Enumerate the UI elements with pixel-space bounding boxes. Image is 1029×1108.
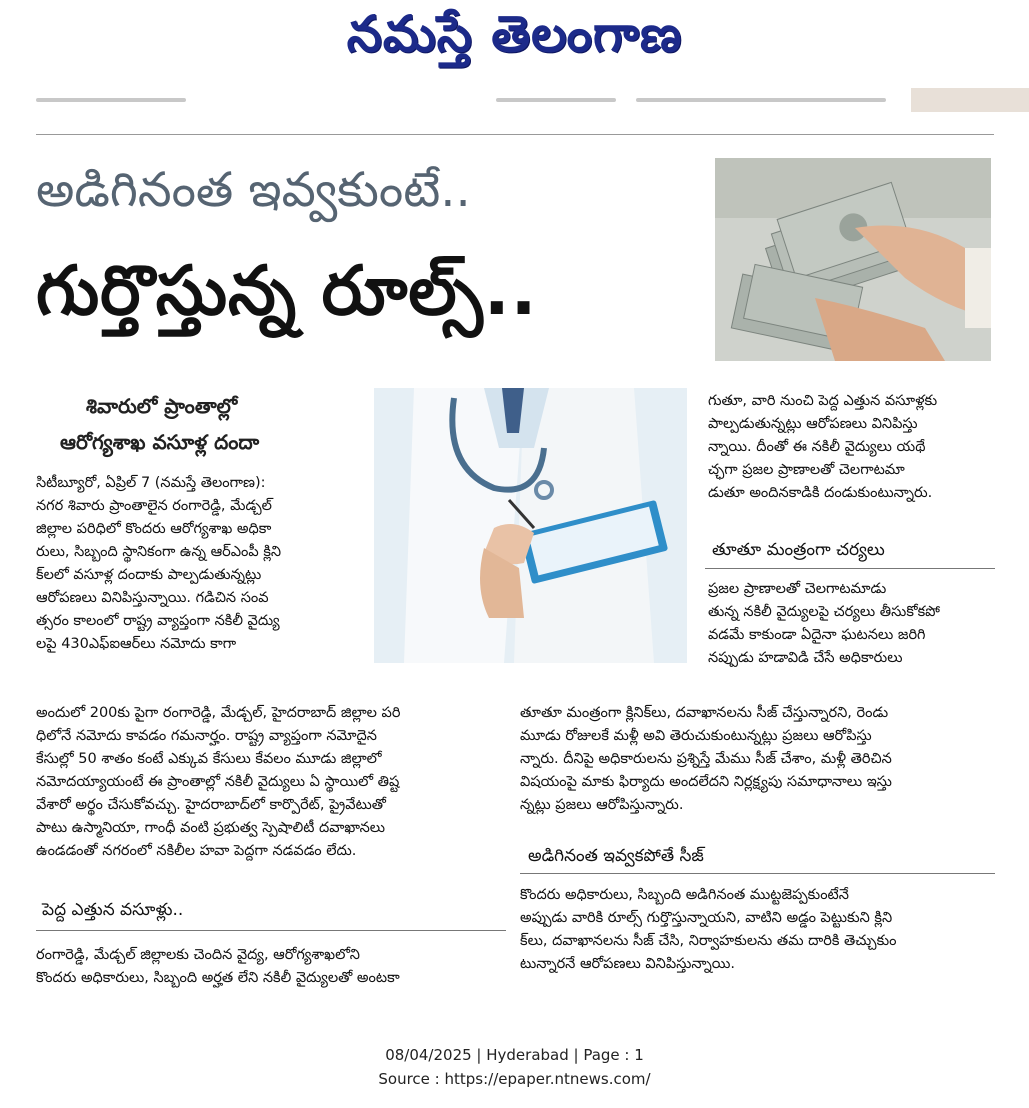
article-line: విషయంపై మాకు ఫిర్యాదు అందలేదని నిర్లక్ష్యపు సమాధానాలు ఇస్తు [520, 774, 892, 790]
doctor-photo [374, 388, 687, 663]
article-line: రంగారెడ్డి, మేడ్చల్ జిల్లాలకు చెందిన వైద్య, ఆరోగ్యశాఖలోని [36, 947, 360, 963]
article-line: న్నాయి. దీంతో ఈ నకిలీ వైద్యులు యథే [708, 439, 926, 455]
article-line: నగర శివారు ప్రాంతాలైన రంగారెడ్డి, మేడ్చల్ [36, 498, 272, 514]
article-line: క్‌లు, దవాఖానలను సీజ్ చేసి, నిర్వాహకులను తమ దారికి తెచ్చుకుం [520, 933, 897, 949]
article-line: జిల్లాల పరిధిలో కొందరు ఆరోగ్యశాఖ అధికా [36, 521, 272, 537]
article-line: లపై 430ఎఫ్ఐఆర్‌లు నమోదు కాగా [36, 636, 237, 652]
article-line: వేశారో అర్థం చేసుకోవచ్చు. హైదరాబాద్‌లో కార్పొరేట్, ప్రైవేటుతో [36, 797, 386, 813]
article-line: వడమే కాకుండా ఏదైనా ఘటనలు జరిగి [708, 627, 926, 643]
strip-thumbnail [911, 88, 1029, 112]
section-title-3: అడిగినంత ఇవ్వకపోతే సీజ్ [528, 846, 704, 866]
strip-smudge [496, 98, 616, 102]
strip-smudge [636, 98, 886, 102]
article-line: ఆరోపణలు వినిపిస్తున్నాయి. గడిచిన సంవ [36, 590, 269, 606]
article-line: అందులో 200కు పైగా రంగారెడ్డి, మేడ్చల్, హైదరాబాద్ జిల్లాల పరి [36, 705, 401, 721]
article-line: పాటు ఉస్మానియా, గాంధీ వంటి ప్రభుత్వ స్పెషాలిటీ దవాఖానలు [36, 820, 386, 836]
article-line: న్నారు. దీనిపై అధికారులను ప్రశ్నిస్తే మేము సీజ్ చేశాం, మళ్లీ తెరిచిన [520, 751, 892, 767]
section-title-1: పెద్ద ఎత్తున వసూళ్లు.. [42, 900, 184, 920]
footer-date-line: 08/04/2025 | Hyderabad | Page : 1 [385, 1046, 644, 1064]
article-line: గుతూ, వారి నుంచి పెద్ద ఎత్తున వసూళ్లకు [708, 393, 938, 409]
strip-smudge [36, 98, 186, 102]
article-line: క్‌లలో వసూళ్ల దందాకు పాల్పడుతున్నట్లు [36, 567, 262, 583]
article-line: సిటీబ్యూరో, ఏప్రిల్ 7 (నమస్తే తెలంగాణ): [36, 475, 266, 491]
footer-source-line: Source : https://epaper.ntnews.com/ [378, 1070, 651, 1088]
article-line: త్సరం కాలంలో రాష్ట్ర వ్యాప్తంగా నకిలీ వైద్యు [36, 613, 280, 629]
article-line: కేసుల్లో 50 శాతం కంటే ఎక్కువ కేసులు కేవలం మూడు జిల్లాలో [36, 751, 382, 767]
article-line: ధిలోనే నమోదు కావడం గమనార్హం. రాష్ట్ర వ్యాప్తంగా నమోదైన [36, 728, 377, 744]
masthead-title: నమస్తే తెలంగాణ [346, 4, 683, 63]
money-photo [715, 158, 991, 361]
section-divider [36, 930, 506, 931]
article-line: రులు, సిబ్బంది స్థానికంగా ఉన్న ఆర్ఎంపీ క్లిని [36, 544, 282, 560]
article-line: తూతూ మంత్రంగా క్లినిక్‌లు, దవాఖానలను సీజ్ చేస్తున్నారని, రెండు [520, 705, 889, 721]
article-line: ఉండడంతో నగరంలో నకిలీల హవా పెద్దగా నడవడం లేదు. [36, 843, 357, 859]
subheading-2: ఆరోగ్యశాఖ వసూళ్ల దందా [60, 430, 260, 454]
section-divider [520, 873, 995, 874]
article-line: తున్న నకిలీ వైద్యులపై చర్యలు తీసుకోకపో [708, 604, 940, 620]
article-line: నమోదయ్యాయంటే ఈ ప్రాంతాల్లో నకిలీ వైద్యులు ఏ స్థాయిలో తిష్ట [36, 774, 400, 790]
article-line: డుతూ అందినకాడికి దండుకుంటున్నారు. [708, 485, 933, 501]
article-line: నప్పుడు హడావిడి చేసే అధికారులు [708, 650, 903, 666]
article-line: అప్పుడు వారికి రూల్స్ గుర్తొస్తున్నాయని, వాటిని అడ్డం పెట్టుకుని క్లిని [520, 910, 893, 926]
article-line: చ్ఛగా ప్రజల ప్రాణాలతో చెలగాటమా [708, 462, 905, 478]
article-line: మూడు రోజులకే మళ్లీ అవి తెరుచుకుంటున్నట్లు ప్రజలు ఆరోపిస్తు [520, 728, 872, 744]
article-line: కొందరు అధికారులు, సిబ్బంది అడిగినంత ముట్టజెప్పకుంటేనే [520, 887, 849, 903]
section-title-2: తూతూ మంత్రంగా చర్యలు [712, 540, 885, 560]
masthead-logo [0, 0, 1029, 80]
article-line: ప్రజల ప్రాణాలతో చెలగాటమాడు [708, 581, 887, 597]
headline-kicker: అడిగినంత ఇవ్వకుంటే.. [36, 162, 471, 218]
article-line: న్నట్లు ప్రజలు ఆరోపిస్తున్నారు. [520, 797, 684, 813]
headline-main: గుర్తొస్తున్న రూల్స్.. [36, 252, 538, 331]
article-line: టున్నారనే ఆరోపణలు వినిపిస్తున్నాయి. [520, 956, 735, 972]
article-line: పాల్పడుతున్నట్లు ఆరోపణలు వినిపిస్తు [708, 416, 918, 432]
subheading-1: శివారులో ప్రాంతాల్లో [86, 394, 238, 418]
header-divider [36, 134, 994, 135]
article-line: కొందరు అధికారులు, సిబ్బంది అర్హత లేని నకిలీ వైద్యులతో అంటకా [36, 970, 400, 986]
section-divider [705, 568, 995, 569]
masthead-strip [36, 88, 1029, 114]
